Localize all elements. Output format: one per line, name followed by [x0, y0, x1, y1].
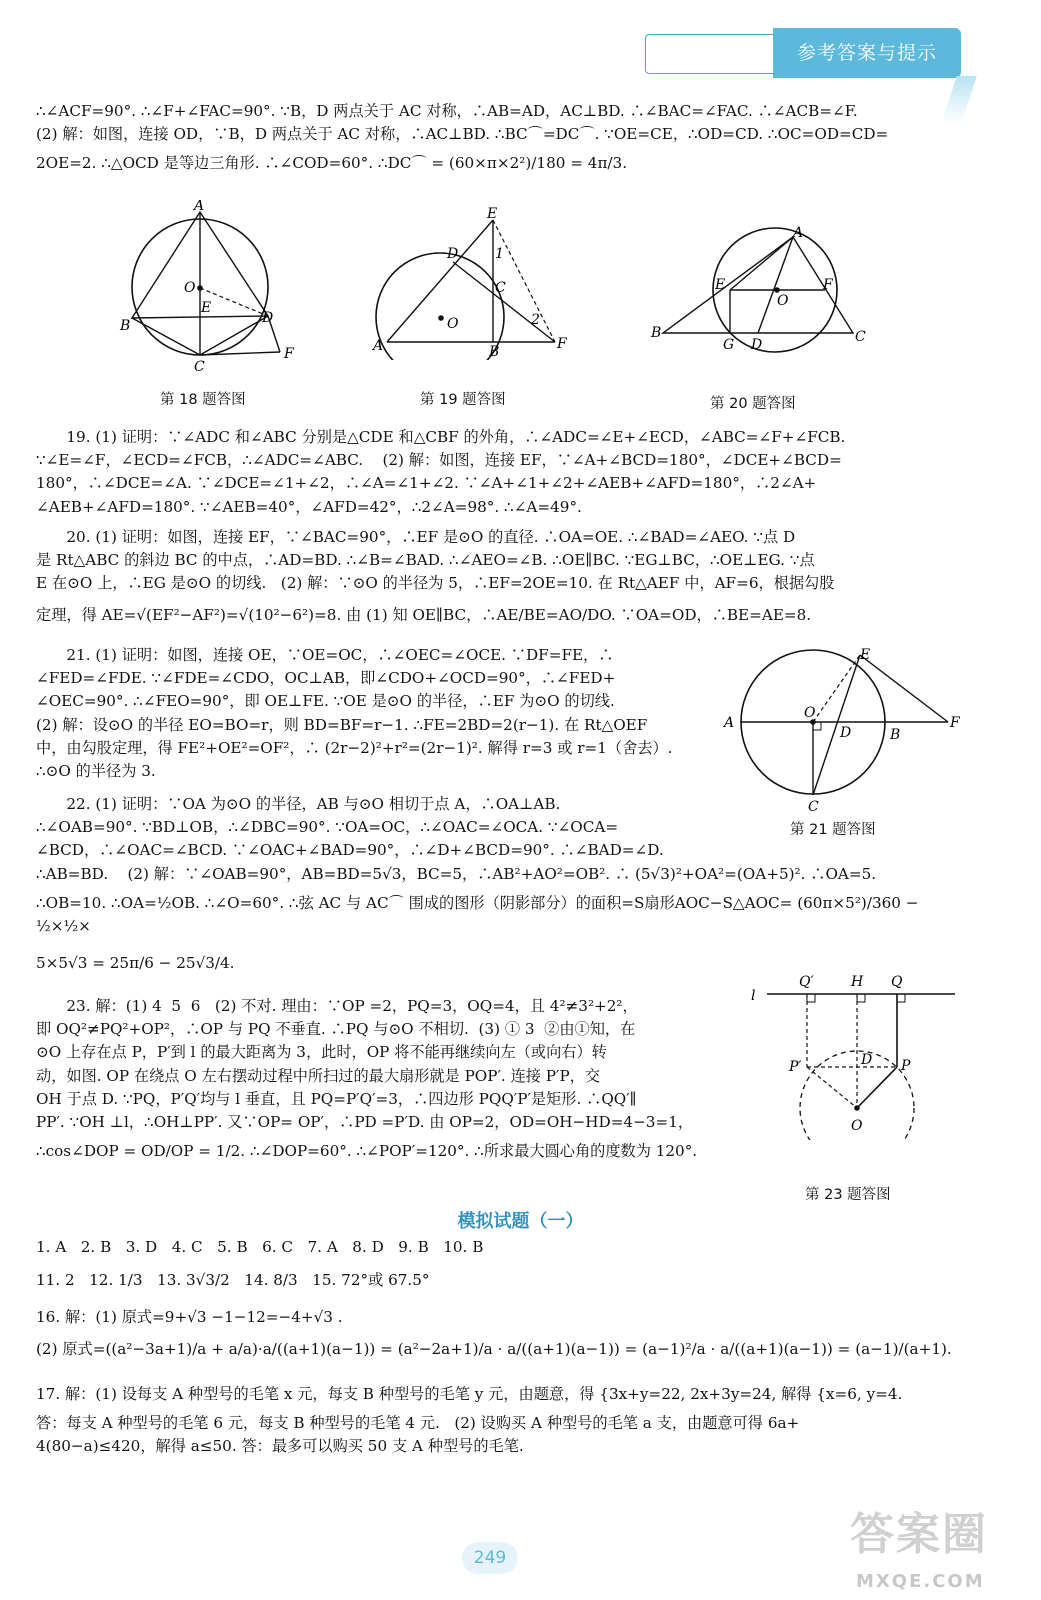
point-o	[438, 315, 444, 321]
solution-19	[36, 426, 961, 519]
line-bc	[132, 318, 200, 355]
solution-18-continued	[36, 100, 961, 176]
text-line: ⊙O 上存在点 P，P′到 l 的最大距离为 3，此时，OP 将不能再继续向左（或向右）转	[36, 1043, 607, 1062]
text-line: 16. 解：(1) 原式=9+√3 −1−12=−4+√3 .	[36, 1308, 343, 1327]
text-line: 是 Rt△ABC 的斜边 BC 的中点，∴AD=BD. ∴∠B=∠BAD. ∴∠AEO=∠B. ∴OE∥BC. ∵EG⊥BC，∴OE⊥EG. ∵点	[36, 551, 815, 570]
label-a: A	[793, 225, 804, 241]
header-blank-box	[645, 34, 774, 74]
label-o: O	[777, 293, 789, 309]
label-q-prime: Q′	[799, 974, 814, 990]
text-line: ∴∠OAB=90°. ∵BD⊥OB，∴∠DBC=90°. ∵OA=OC，∴∠OAC=∠OCA. ∵∠OCA=	[36, 818, 619, 837]
label-a: A	[724, 715, 735, 731]
circle-o	[376, 253, 504, 360]
text-line: 答：每支 A 种型号的毛笔 6 元，每支 B 种型号的毛笔 4 元. (2) 设购买 A 种型号的毛笔 a 支，由题意可得 6a+	[36, 1414, 800, 1433]
solution-23	[36, 995, 736, 1163]
point-o	[854, 1105, 860, 1111]
label-o: O	[804, 705, 816, 721]
label-o: O	[184, 280, 196, 296]
label-a: A	[373, 338, 384, 354]
caption-fig19: 第 19 题答图	[420, 392, 506, 408]
text-line: E 在⊙O 上，∴EG 是⊙O 的切线. (2) 解：∵⊙O 的半径为 5，∴EF=2OE=10. 在 Rt△AEF 中，AF=6，根据勾股	[36, 574, 835, 593]
line-ef	[860, 655, 948, 722]
label-e: E	[860, 647, 871, 663]
label-b: B	[120, 318, 131, 334]
text-line: 180°，∴∠DCE=∠A. ∵∠DCE=∠1+∠2，∴∠A=∠1+∠2. ∵∠A+∠1+∠2+∠AEB+∠AFD=180°，∴2∠A+	[36, 474, 817, 493]
text-line: 2OE=2. ∴△OCD 是等边三角形. ∴∠COD=60°. ∴DC⌒ = (60×π×2²)/180 = 4π/3.	[36, 154, 628, 173]
label-h: H	[851, 974, 864, 990]
text-line: PP′. ∵OH ⊥l，∴OH⊥PP′. 又∵OP= OP′，∴PD =P′D. 由 OP=2，OD=OH−HD=4−3=1，	[36, 1113, 694, 1132]
point-o	[197, 285, 203, 291]
text-line: 20. (1) 证明：如图，连接 EF，∵∠BAC=90°，∴EF 是⊙O 的直径. ∴OA=OE. ∴∠BAD=∠AEO. ∵点 D	[66, 528, 796, 546]
caption-fig18: 第 18 题答图	[160, 392, 246, 408]
label-c: C	[495, 280, 506, 296]
line-dc	[200, 316, 268, 355]
label-b: B	[489, 344, 500, 360]
label-2: 2	[531, 312, 540, 328]
text-line: ∵∠E=∠F，∠ECD=∠FCB，∴∠ADC=∠ABC. (2) 解：如图，连接 EF，∵∠A+∠BCD=180°，∠DCE+∠BCD=	[36, 451, 842, 470]
text-line: ∴⊙O 的半径为 3.	[36, 762, 156, 781]
page-number: 249	[462, 1542, 518, 1574]
figure-19	[365, 200, 575, 360]
label-f: F	[557, 336, 567, 352]
label-p: P	[901, 1058, 911, 1074]
header-label: 参考答案与提示	[773, 28, 961, 78]
text-line: 21. (1) 证明：如图，连接 OE，∵OE=OC，∴∠OEC=∠OCE. ∵DF=FE，∴	[66, 646, 614, 664]
text-line: 中，由勾股定理，得 FE²+OE²=OF²，∴ (2r−2)²+r²=(2r−1)². 解得 r=3 或 r=1（舍去）.	[36, 738, 673, 757]
right-angle-q	[897, 994, 905, 1002]
figure-18	[110, 200, 310, 375]
point-o	[774, 287, 780, 293]
line-op	[857, 1067, 897, 1108]
text-line: 19. (1) 证明：∵∠ADC 和∠ABC 分别是△CDE 和△CBF 的外角，∴∠ADC=∠E+∠ECD，∠ABC=∠F+∠FCB.	[66, 428, 846, 446]
label-f: F	[823, 277, 833, 293]
text-line: 22. (1) 证明：∵OA 为⊙O 的半径，AB 与⊙O 相切于点 A，∴OA⊥AB.	[66, 795, 561, 813]
text-line: 定理，得 AE=√(EF²−AF²)=√(10²−6²)=8. 由 (1) 知 OE∥BC，∴AE/BE=AO/DO. ∵OA=OD，∴BE=AE=8.	[36, 605, 812, 624]
label-d: D	[447, 246, 459, 262]
label-a: A	[194, 200, 205, 214]
text-line: 4(80−a)≤420，解得 a≤50. 答：最多可以购买 50 支 A 种型号的毛笔.	[36, 1437, 524, 1456]
label-d: D	[840, 725, 852, 741]
label-b: B	[651, 325, 662, 341]
line-oe-dashed	[813, 655, 860, 722]
label-f: F	[284, 346, 294, 362]
label-b: B	[890, 727, 901, 743]
figure-23	[745, 970, 965, 1140]
caption-fig21: 第 21 题答图	[790, 822, 876, 838]
text-line: (2) 解：如图，连接 OD，∵B，D 两点关于 AC 对称，∴AC⊥BD. ∴BC⌒=DC⌒. ∵OE=CE，∴OD=CD. ∴OC=OD=CD=	[36, 125, 889, 144]
label-e: E	[715, 277, 726, 293]
label-q: Q	[891, 974, 903, 990]
label-d: D	[751, 337, 763, 353]
right-angle-h	[857, 994, 865, 1002]
solution-20	[36, 526, 961, 627]
solution-22	[36, 793, 961, 975]
figure-20	[645, 225, 875, 355]
text-line: ∴∠ACF=90°. ∴∠F+∠FAC=90°. ∵B，D 两点关于 AC 对称，∴AB=AD，AC⊥BD. ∴∠BAC=∠FAC. ∴∠ACB=∠F.	[36, 102, 858, 120]
choice-answers: 1. A 2. B 3. D 4. C 5. B 6. C 7. A 8. D 9. B 10. B	[36, 1238, 484, 1256]
text-line: ∴OB=10. ∴OA=½OB. ∴∠O=60°. ∴弦 AC 与 AC⌒ 围成的图形（阴影部分）的面积=S扇形AOC−S△AOC= (60π×5²)/360 − ½×½×	[36, 893, 924, 936]
text-line: ∴cos∠DOP = OD/OP = 1/2. ∴∠DOP=60°. ∴∠POP′=120°. ∴所求最大圆心角的度数为 120°.	[36, 1142, 698, 1161]
label-c: C	[808, 799, 819, 815]
text-line: ∠OEC=90°. ∴∠FEO=90°，即 OE⊥FE. ∵OE 是⊙O 的半径，∴EF 为⊙O 的切线.	[36, 692, 615, 711]
figure-21	[720, 645, 965, 815]
label-p-prime: P′	[789, 1059, 802, 1075]
label-o: O	[851, 1118, 863, 1134]
line-ce	[813, 655, 860, 795]
text-line: 动，如图. OP 在绕点 O 左右摆动过程中所扫过的最大扇形就是 POP′. 连接 P′P，交	[36, 1066, 601, 1085]
text-line: ∠FED=∠FDE. ∵∠FDE=∠CDO，OC⊥AB，即∠CDO+∠OCD=90°，∴∠FED+	[36, 669, 616, 688]
caption-fig20: 第 20 题答图	[710, 396, 796, 412]
text-line: 17. 解：(1) 设每支 A 种型号的毛笔 x 元，每支 B 种型号的毛笔 y 元，由题意，得 {3x+y=22, 2x+3y=24, 解得 {x=6, y=4.	[36, 1384, 903, 1403]
header-tag	[645, 28, 965, 78]
text-line: 23. 解：(1) 4 5 6 (2) 不对. 理由：∵OP =2，PQ=3，OQ=4，且 4²≠3²+2²，	[66, 997, 638, 1015]
label-e: E	[487, 206, 498, 222]
label-l: l	[751, 988, 756, 1004]
watermark-big-text: 答案圈	[850, 1509, 988, 1560]
label-o: O	[447, 316, 459, 332]
text-line: OH 于点 D. ∵PQ，P′Q′均与 l 垂直，且 PQ=P′Q′=3，∴四边形 PQQ′P′是矩形. ∴QQ′∥	[36, 1089, 637, 1108]
line-o-p-prime	[807, 1067, 857, 1108]
text-line: ∴AB=BD. (2) 解：∵∠OAB=90°，AB=BD=5√3，BC=5，∴AB²+AO²=OB². ∴ (5√3)²+OA²=(OA+5)². ∴OA=5.	[36, 864, 877, 883]
label-1: 1	[495, 246, 504, 262]
label-f: F	[950, 715, 960, 731]
section-title: 模拟试题（一）	[457, 1211, 584, 1232]
fill-answers: 11. 2 12. 1/3 13. 3√3/2 14. 8/3 15. 72°或 67.5°	[36, 1271, 430, 1290]
text-line: (2) 解：设⊙O 的半径 EO=BO=r，则 BD=BF=r−1. ∴FE=2BD=2(r−1). 在 Rt△OEF	[36, 715, 648, 734]
text-line: ∠AEB+∠AFD=180°. ∵∠AEB=40°，∠AFD=42°，∴2∠A=98°. ∴∠A=49°.	[36, 497, 582, 516]
watermark-url: MXQE.COM	[856, 1571, 985, 1592]
text-line: ∠BCD，∴∠OAC=∠BCD. ∵∠OAC+∠BAD=90°，∴∠D+∠BCD=90°. ∴∠BAD=∠D.	[36, 841, 664, 860]
mock-answers	[36, 1236, 961, 1458]
text-line: 即 OQ²≠PQ²+OP²，∴OP 与 PQ 不垂直. ∴PQ 与⊙O 不相切. (3) ① 3 ②由①知，在	[36, 1020, 636, 1039]
text-line: (2) 原式=((a²−3a+1)/a + a/a)·a/((a+1)(a−1)) = (a²−2a+1)/a · a/((a+1)(a−1)) = (a−1)²/a · a/((a+1)(a−1)) = (a−1)/(a+1).	[36, 1339, 952, 1358]
line-df	[453, 262, 555, 342]
label-c: C	[194, 359, 205, 375]
text-line: 5×5√3 = 25π/6 − 25√3/4.	[36, 954, 235, 973]
label-d: D	[861, 1052, 873, 1068]
watermark-logo	[850, 1496, 1030, 1592]
label-d: D	[262, 310, 274, 326]
label-e: E	[201, 300, 212, 316]
right-angle-q-prime	[807, 994, 815, 1002]
caption-fig23: 第 23 题答图	[805, 1187, 891, 1203]
label-c: C	[855, 329, 866, 345]
label-g: G	[723, 337, 735, 353]
solution-21	[36, 644, 736, 783]
